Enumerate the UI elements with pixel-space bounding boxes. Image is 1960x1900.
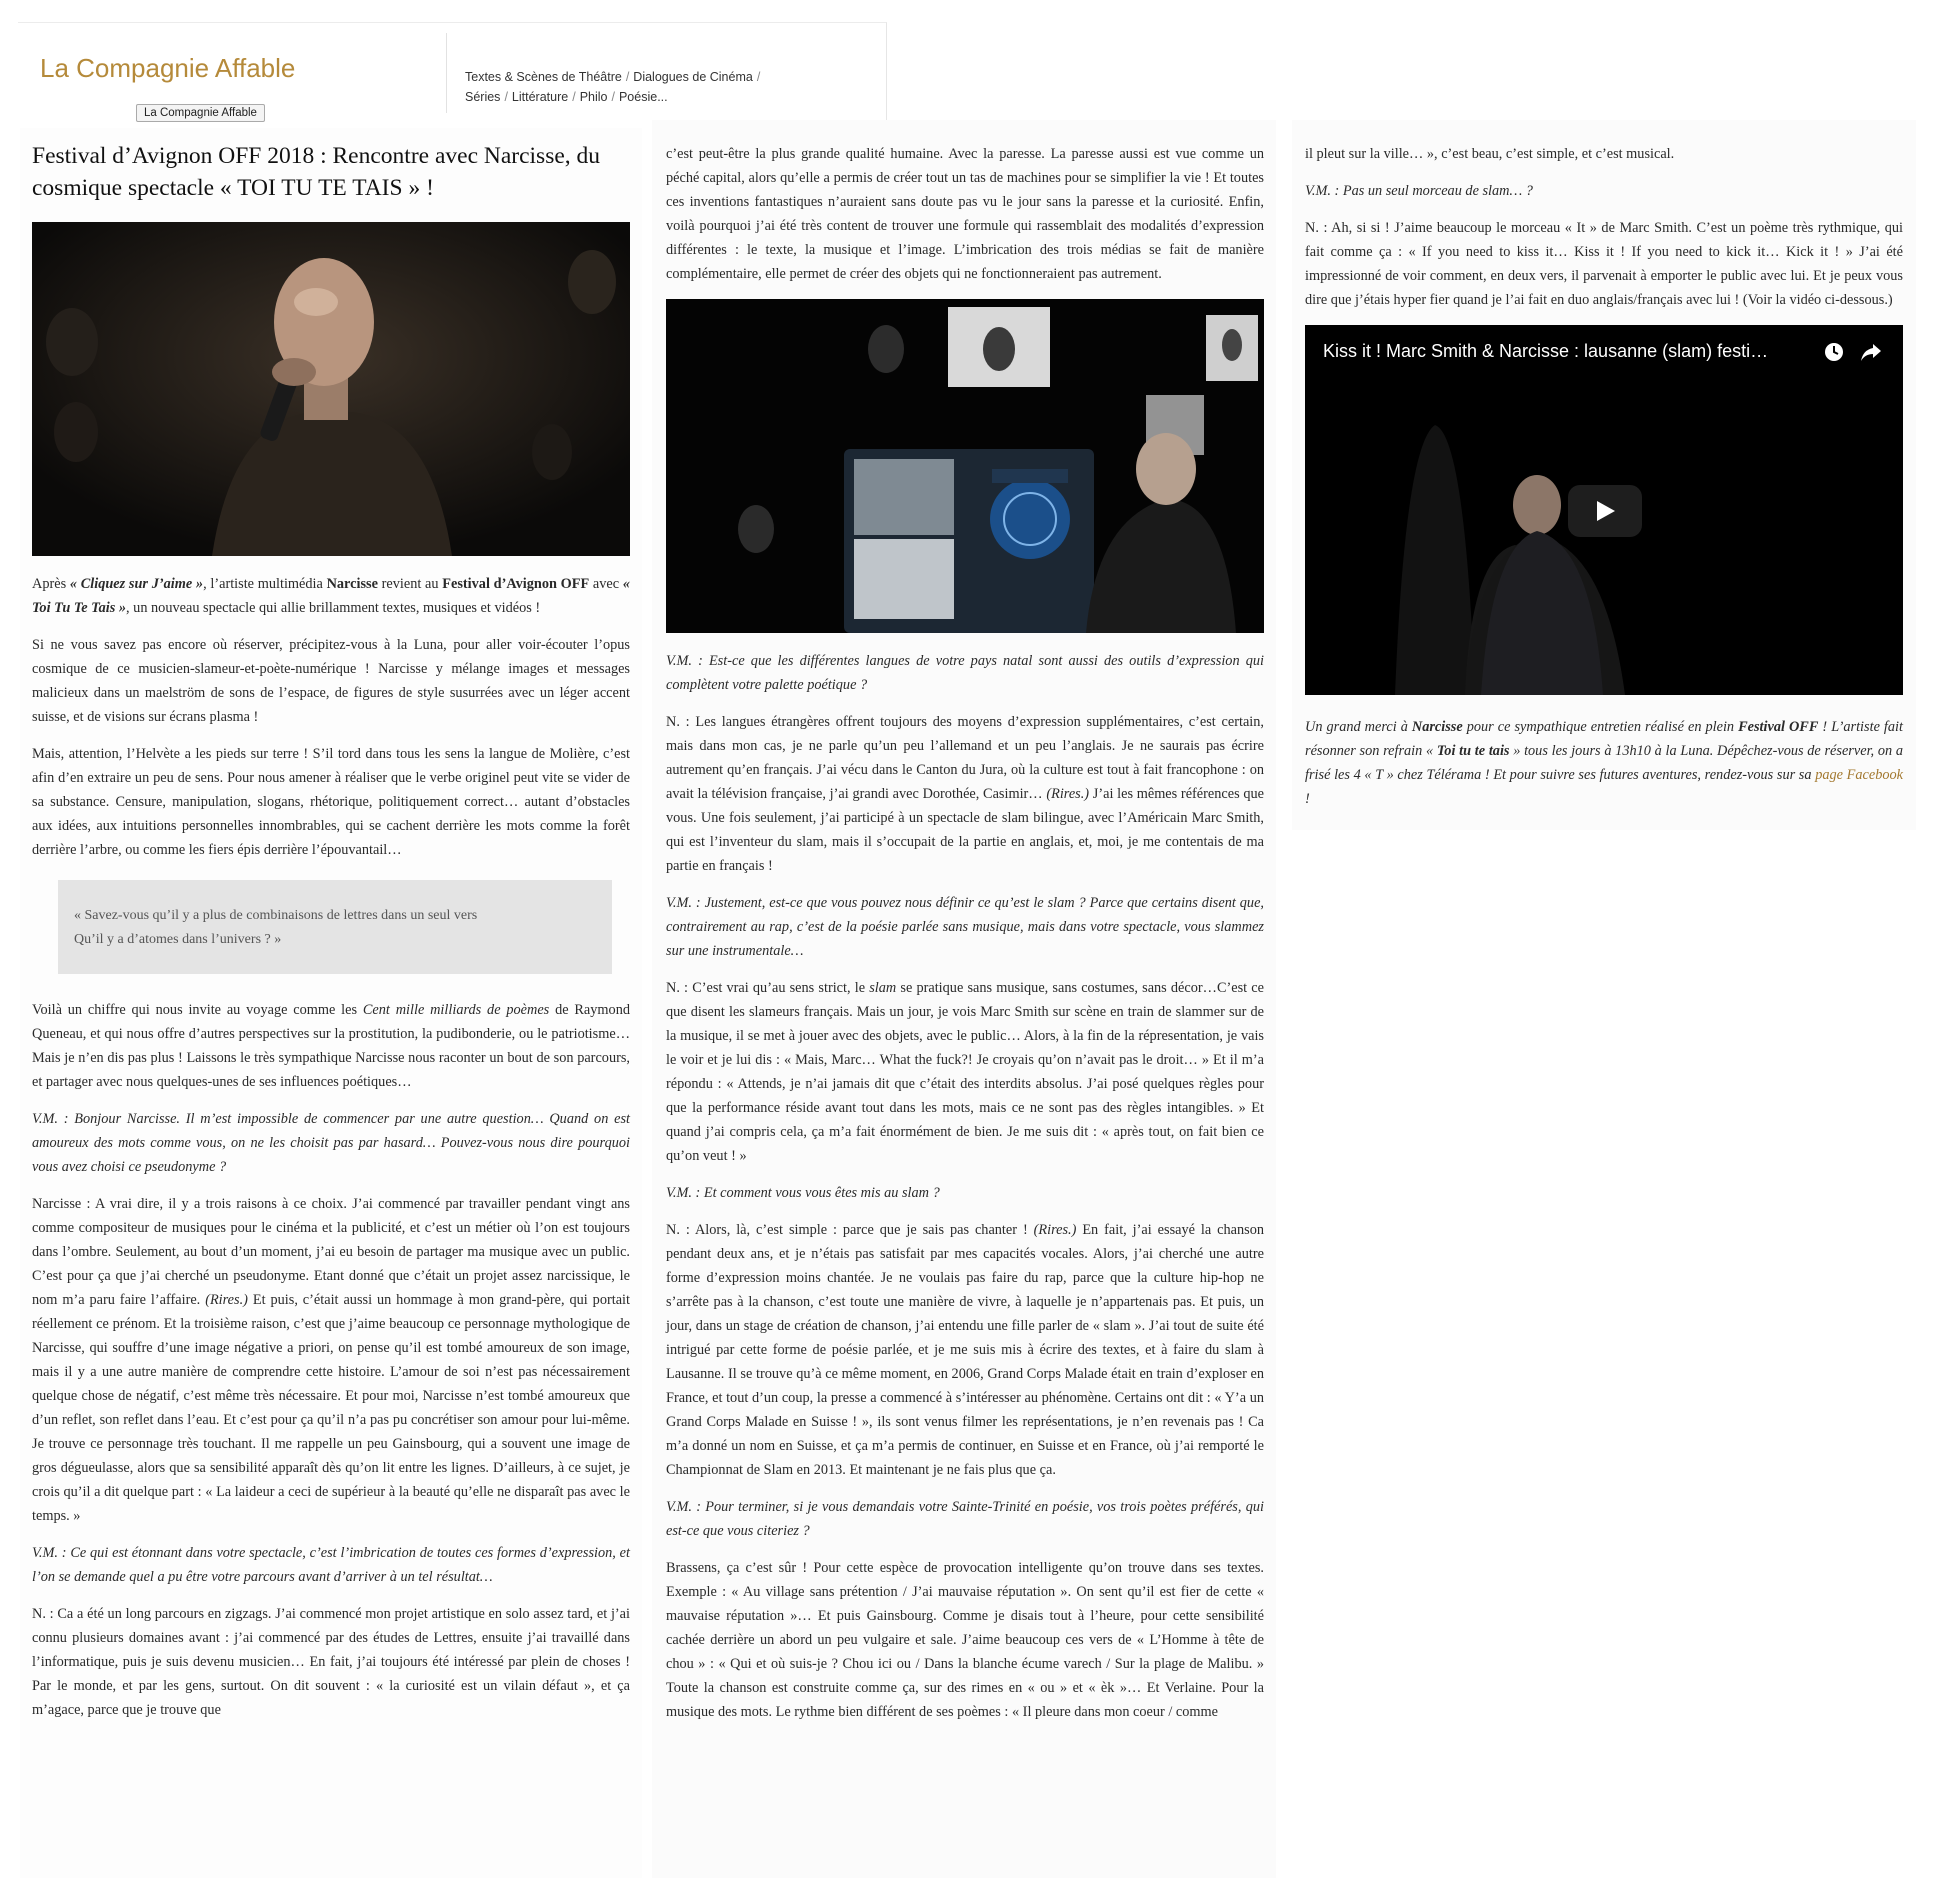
nav-link-philo[interactable]: Philo (579, 90, 608, 104)
answer-3: N. : Les langues étrangères offrent toujours des moyens d’expression supplémentaires, c’est certain, mais dans mon cas, je ne parle qu’un peu l’allemand et un peu l’anglais. Je ne saurais pas écrire autrement qu’en français. J’ai vécu dans le Canton du Jura, où la culture est tout à fait francophone : on avait la télévision française, j’ai grandi avec Dorothée, Casimir… (Rires.) J’ai les mêmes références que vous. Une fois seulement, j’ai participé à un spectacle de slam bilingue, avec l’Américain Marc Smith, qui est l’inventeur du slam, mais il s’occupait de la partie en anglais, et, moi, je me contentais de ma partie en français ! (666, 714, 1264, 874)
nav-link-series[interactable]: Séries (465, 90, 501, 104)
share-icon[interactable] (1859, 341, 1883, 363)
nav-link-litterature[interactable]: Littérature (511, 90, 569, 104)
quote-line-2: Qu’il y a d’atomes dans l’univers ? » (74, 932, 282, 947)
paragraph-2: Si ne vous savez pas encore où réserver, précipitez-vous à la Luna, pour aller voir-écouter l’opus cosmique de ce musicien-slameur-et-poète-numérique ! Narcisse y mélange images et messages malicieux dans un maelström de sons de l’espace, de figures de style susurrées avec un léger accent suisse, et de visions sur écrans plasma ! (32, 637, 630, 725)
site-header (18, 22, 887, 121)
answer-7: N. : Ah, si si ! J’aime beaucoup le morceau « It » de Marc Smith. C’est un poème très rythmique, qui fait comme ça : « If you need to kiss it… Kiss it ! If you need to kick it… Kick it ! » J’ai été impressionné de voir comment, en deux vers, il parvenait à emporter le public avec lui. Et je peux vous dire que j’étais hyper fier quand je l’ai fait en duo anglais/français avec lui ! (Voir la vidéo ci-dessous.) (1305, 220, 1903, 308)
answer-2: N. : Ca a été un long parcours en zigzags. J’ai commencé mon projet artistique en solo assez tard, et j’ai connu plusieurs domaines avant : j’ai commencé par des études de Lettres, ensuite j’ai travaillé dans l’informatique, puis je suis devenu musicien… En fait, j’ai toujours été intéressé par plein de choses ! Par le monde, et par les gens, surtout. On dit souvent : « la curiosité est un vilain défaut », et ça m’agace, parce que je trouve que (32, 1606, 630, 1718)
question-7: V.M. : Pas un seul morceau de slam… ? (1305, 183, 1533, 199)
site-nav: Textes & Scènes de Théâtre / Dialogues de Cinéma / Séries / Littérature / Philo / Poésie... (465, 70, 761, 104)
article-photo-screens (666, 299, 1264, 633)
nav-link-poesie[interactable]: Poésie... (618, 90, 668, 104)
video-embed[interactable] (1305, 325, 1903, 695)
nav-link-cinema[interactable]: Dialogues de Cinéma (633, 70, 753, 84)
answer-2-continued: c’est peut-être la plus grande qualité humaine. Avec la paresse. La paresse aussi est vue comme un péché capital, alors qu’elle a permis de créer tout un tas de machines pour se simplifier la vie ! Et toutes ces inventions fantastiques n’auraient sans doute pas vu le jour sans la paresse et la curiosité. Enfin, voilà pourquoi j’ai été très content de trouver une formule qui rassemblait des modalités d’expression différentes : le texte, la musique et l’image. L’imbrication des trois médias se fait de manière complémentaire, elle permet de créer des objets qui ne fonctionneraient pas autrement. (666, 146, 1264, 282)
intro-paragraph: Après « Cliquez sur J’aime », l’artiste multimédia Narcisse revient au Festival d’Avignon OFF avec « Toi Tu Te Tais », un nouveau spectacle qui allie brillamment textes, musiques et vidéos ! (32, 576, 630, 616)
paragraph-4: Voilà un chiffre qui nous invite au voyage comme les Cent mille milliards de poèmes de Raymond Queneau, et qui nous offre d’autres perspectives sur la prostitution, la pudibonderie, ou le patriotisme… Mais je n’en dis pas plus ! Laissons le très sympathique Narcisse nous raconter un bout de son parcours, et partager avec nous quelques-unes de ses influences poétiques… (32, 1002, 630, 1090)
question-5: V.M. : Et comment vous vous êtes mis au slam ? (666, 1185, 940, 1201)
answer-6-continued: il pleut sur la ville… », c’est beau, c’est simple, et c’est musical. (1305, 146, 1675, 162)
question-2: V.M. : Ce qui est étonnant dans votre spectacle, c’est l’imbrication de toutes ces formes d’expression, et l’on se demande quel a pu être votre parcours avant d’arriver à un tel résultat… (32, 1545, 630, 1585)
answer-6: Brassens, ça c’est sûr ! Pour cette espèce de provocation intelligente qu’on trouve dans ses textes. Exemple : « Au village sans prétention / J’ai mauvaise réputation ». On sent qu’il est fier de cette « mauvaise réputation »… Et puis Gainsbourg. Comme je disais tout à l’heure, pour cette sensibilité cachée derrière un abord un peu vulgaire et sale. J’aime beaucoup ces vers de « L’Homme à tête de chou » : « Qui et où suis-je ? Chou ici ou / Dans la blanche écume varech / Sur la plage de Malibu. » Toute la chanson est construite comme ça, sur des rimes en « ou » et « èk »… Et Verlaine. Pour la musique des mots. Le rythme bien différent de ses poèmes : « Il pleure dans mon coeur / comme (666, 1560, 1264, 1720)
play-button[interactable] (1568, 485, 1642, 537)
header-divider (446, 33, 447, 113)
facebook-page-link[interactable]: page Facebook (1815, 767, 1903, 783)
question-1: V.M. : Bonjour Narcisse. Il m’est impossible de commencer par une autre question… Quand on est amoureux des mots comme vous, on ne les choisit pas par hasard… Pouvez-vous nous dire pourquoi vous avez choisi ce pseudonyme ? (32, 1111, 630, 1175)
quote-line-1: « Savez-vous qu’il y a plus de combinaisons de lettres dans un seul vers (74, 908, 478, 923)
site-brand-link[interactable]: La Compagnie Affable (40, 53, 296, 83)
play-icon (1568, 485, 1642, 537)
question-3: V.M. : Est-ce que les différentes langues de votre pays natal sont aussi des outils d’expression qui complètent votre palette poétique ? (666, 653, 1264, 693)
paragraph-3: Mais, attention, l’Helvète a les pieds sur terre ! S’il tord dans tous les sens la langue de Molière, c’est afin d’en extraire un peu de sens. Pour nous amener à réaliser que le verbe originel peut vite se vider de sa substance. Censure, manipulation, slogans, rhétorique, politiquement correct… autant d’obstacles aux idées, aux intuitions personnelles innombrables, qui se cachent derrière les mots comme la forêt derrière l’arbre, ou comme les fiers épis derrière l’épouvantail… (32, 746, 630, 858)
answer-1: Narcisse : A vrai dire, il y a trois raisons à ce choix. J’ai commencé par travailler pendant vingt ans comme compositeur de musiques pour le cinéma et la publicité, et c’est un métier où l’on est toujours dans l’ombre. Seulement, au bout d’un moment, j’ai eu besoin de partager ma musique avec un public. C’est pour ça que j’ai cherché un pseudonyme. Etant donné que c’était un projet assez narcissique, le nom m’a paru faire l’affaire. (Rires.) Et puis, c’était aussi un hommage à mon grand-père, qui portait réellement ce prénom. Et la troisième raison, c’est que j’aime beaucoup ce personnage mythologique de Narcisse, qui souffre d’une image négative a priori, on pense qu’il est tombé amoureux de son image, mais il y a une autre manière de comprendre cette histoire. L’amour de soi n’est pas nécessairement quelque chose de négatif, c’est même très nécessaire. Et pour moi, Narcisse n’est tombé amoureux que d’un reflet, son reflet dans l’eau. Et c’est pour ça qu’il n’a pas pu concrétiser son amour pour lui-même. Je trouve ce personnage très touchant. Il me rappelle un peu Gainsbourg, qui a souvent une image de gros dégueulasse, alors que sa sensibilité apparaît dès qu’on lit entre les lignes. D’ailleurs, à ce sujet, je crois qu’il a dit quelque part : « La laideur a ceci de supérieur à la beauté qu’elle ne disparaît pas avec le temps. » (32, 1196, 630, 1524)
narcisse-photo-illustration (32, 222, 630, 556)
brand-tooltip: La Compagnie Affable (136, 104, 265, 122)
nav-link-theatre[interactable]: Textes & Scènes de Théâtre (465, 70, 622, 84)
article-photo-narcisse (32, 222, 630, 556)
question-6: V.M. : Pour terminer, si je vous demandais votre Sainte-Trinité en poésie, vos trois poètes préférés, qui est-ce que vous citeriez ? (666, 1499, 1264, 1539)
article-title: Festival d’Avignon OFF 2018 : Rencontre avec Narcisse, du cosmique spectacle « TOI TU TE TAIS » ! (32, 143, 601, 201)
answer-4: N. : C’est vrai qu’au sens strict, le slam se pratique sans musique, sans costumes, sans décor…C’est ce que disent les slameurs français. Mais un jour, je vois Marc Smith sur scène en train de slammer sur de la musique, il se met à jouer avec des objets, avec le public… Alors, à la fin de la répresentation, je vais le voir et je lui dis : « Mais, Marc… What the fuck?! Je croyais qu’on n’avait pas le droit… » Et il m’a répondu : « Attends, je n’ai jamais dit que c’était des interdits absolus. J’ai posé quelques règles pour que la performance réside avant tout dans les mots, mais ce ne sont pas des règles intangibles. » Et quand j’ai compris cela, ça m’a fait énormément de bien. Je me suis dit : « après tout, on fait bien ce qu’on veut ! » (666, 980, 1264, 1164)
pull-quote (58, 880, 612, 974)
stage-screens-illustration (666, 299, 1264, 633)
article-column-3 (1305, 142, 1903, 824)
article-column-2 (666, 142, 1264, 1737)
video-title[interactable]: Kiss it ! Marc Smith & Narcisse : lausanne (slam) festi… (1323, 341, 1769, 361)
question-4: V.M. : Justement, est-ce que vous pouvez nous définir ce qu’est le slam ? Parce que certains disent que, contrairement au rap, c’est de la poésie parlée sans musique, mais dans votre spectacle, vous slammez sur une instrumentale… (666, 895, 1264, 959)
outro-paragraph: Un grand merci à Narcisse pour ce sympathique entretien réalisé en plein Festival OFF ! L’artiste fait résonner son refrain « Toi tu te tais » tous les jours à 13h10 à la Luna. Dépêchez-vous de réserver, on a frisé les 4 « T » chez Télérama ! Et pour suivre ses futures aventures, rendez-vous sur sa page Facebook ! (1305, 719, 1903, 807)
article-column-1 (32, 140, 630, 1735)
answer-5: N. : Alors, là, c’est simple : parce que je sais pas chanter ! (Rires.) En fait, j’ai essayé la chanson pendant deux ans, et je n’étais pas satisfait par mes capacités vocales. Alors, j’ai cherché une autre forme d’expression moins chantée. Je ne voulais pas faire du rap, parce que la culture hip-hop ne s’arrête pas à la chanson, c’est toute une manière de vivre, à laquelle je n’appartenais pas. Et puis, un jour, dans un stage de création de chanson, j’ai entendu une fille parler de « slam ». J’ai tout de suite été intrigué par cette forme de poésie parlée, et je me suis mis à écrire des textes, et à faire du slam à Lausanne. Il se trouve qu’à ce même moment, en 2006, Grand Corps Malade était en train d’exploser en France, et tout d’un coup, la presse a commencé à s’intéresser au phénomène. Certains ont dit : « Y’a un Grand Corps Malade en Suisse ! », ils sont venus filmer les représentations, je n’en revenais pas ! Ca m’a donné un nom en Suisse, et ça m’a permis de continuer, en Suisse et en France, où j’ai remporté le Championnat de Slam en 2013. Et maintenant je ne fais plus que ça. (666, 1222, 1264, 1478)
clock-icon[interactable] (1823, 341, 1845, 363)
